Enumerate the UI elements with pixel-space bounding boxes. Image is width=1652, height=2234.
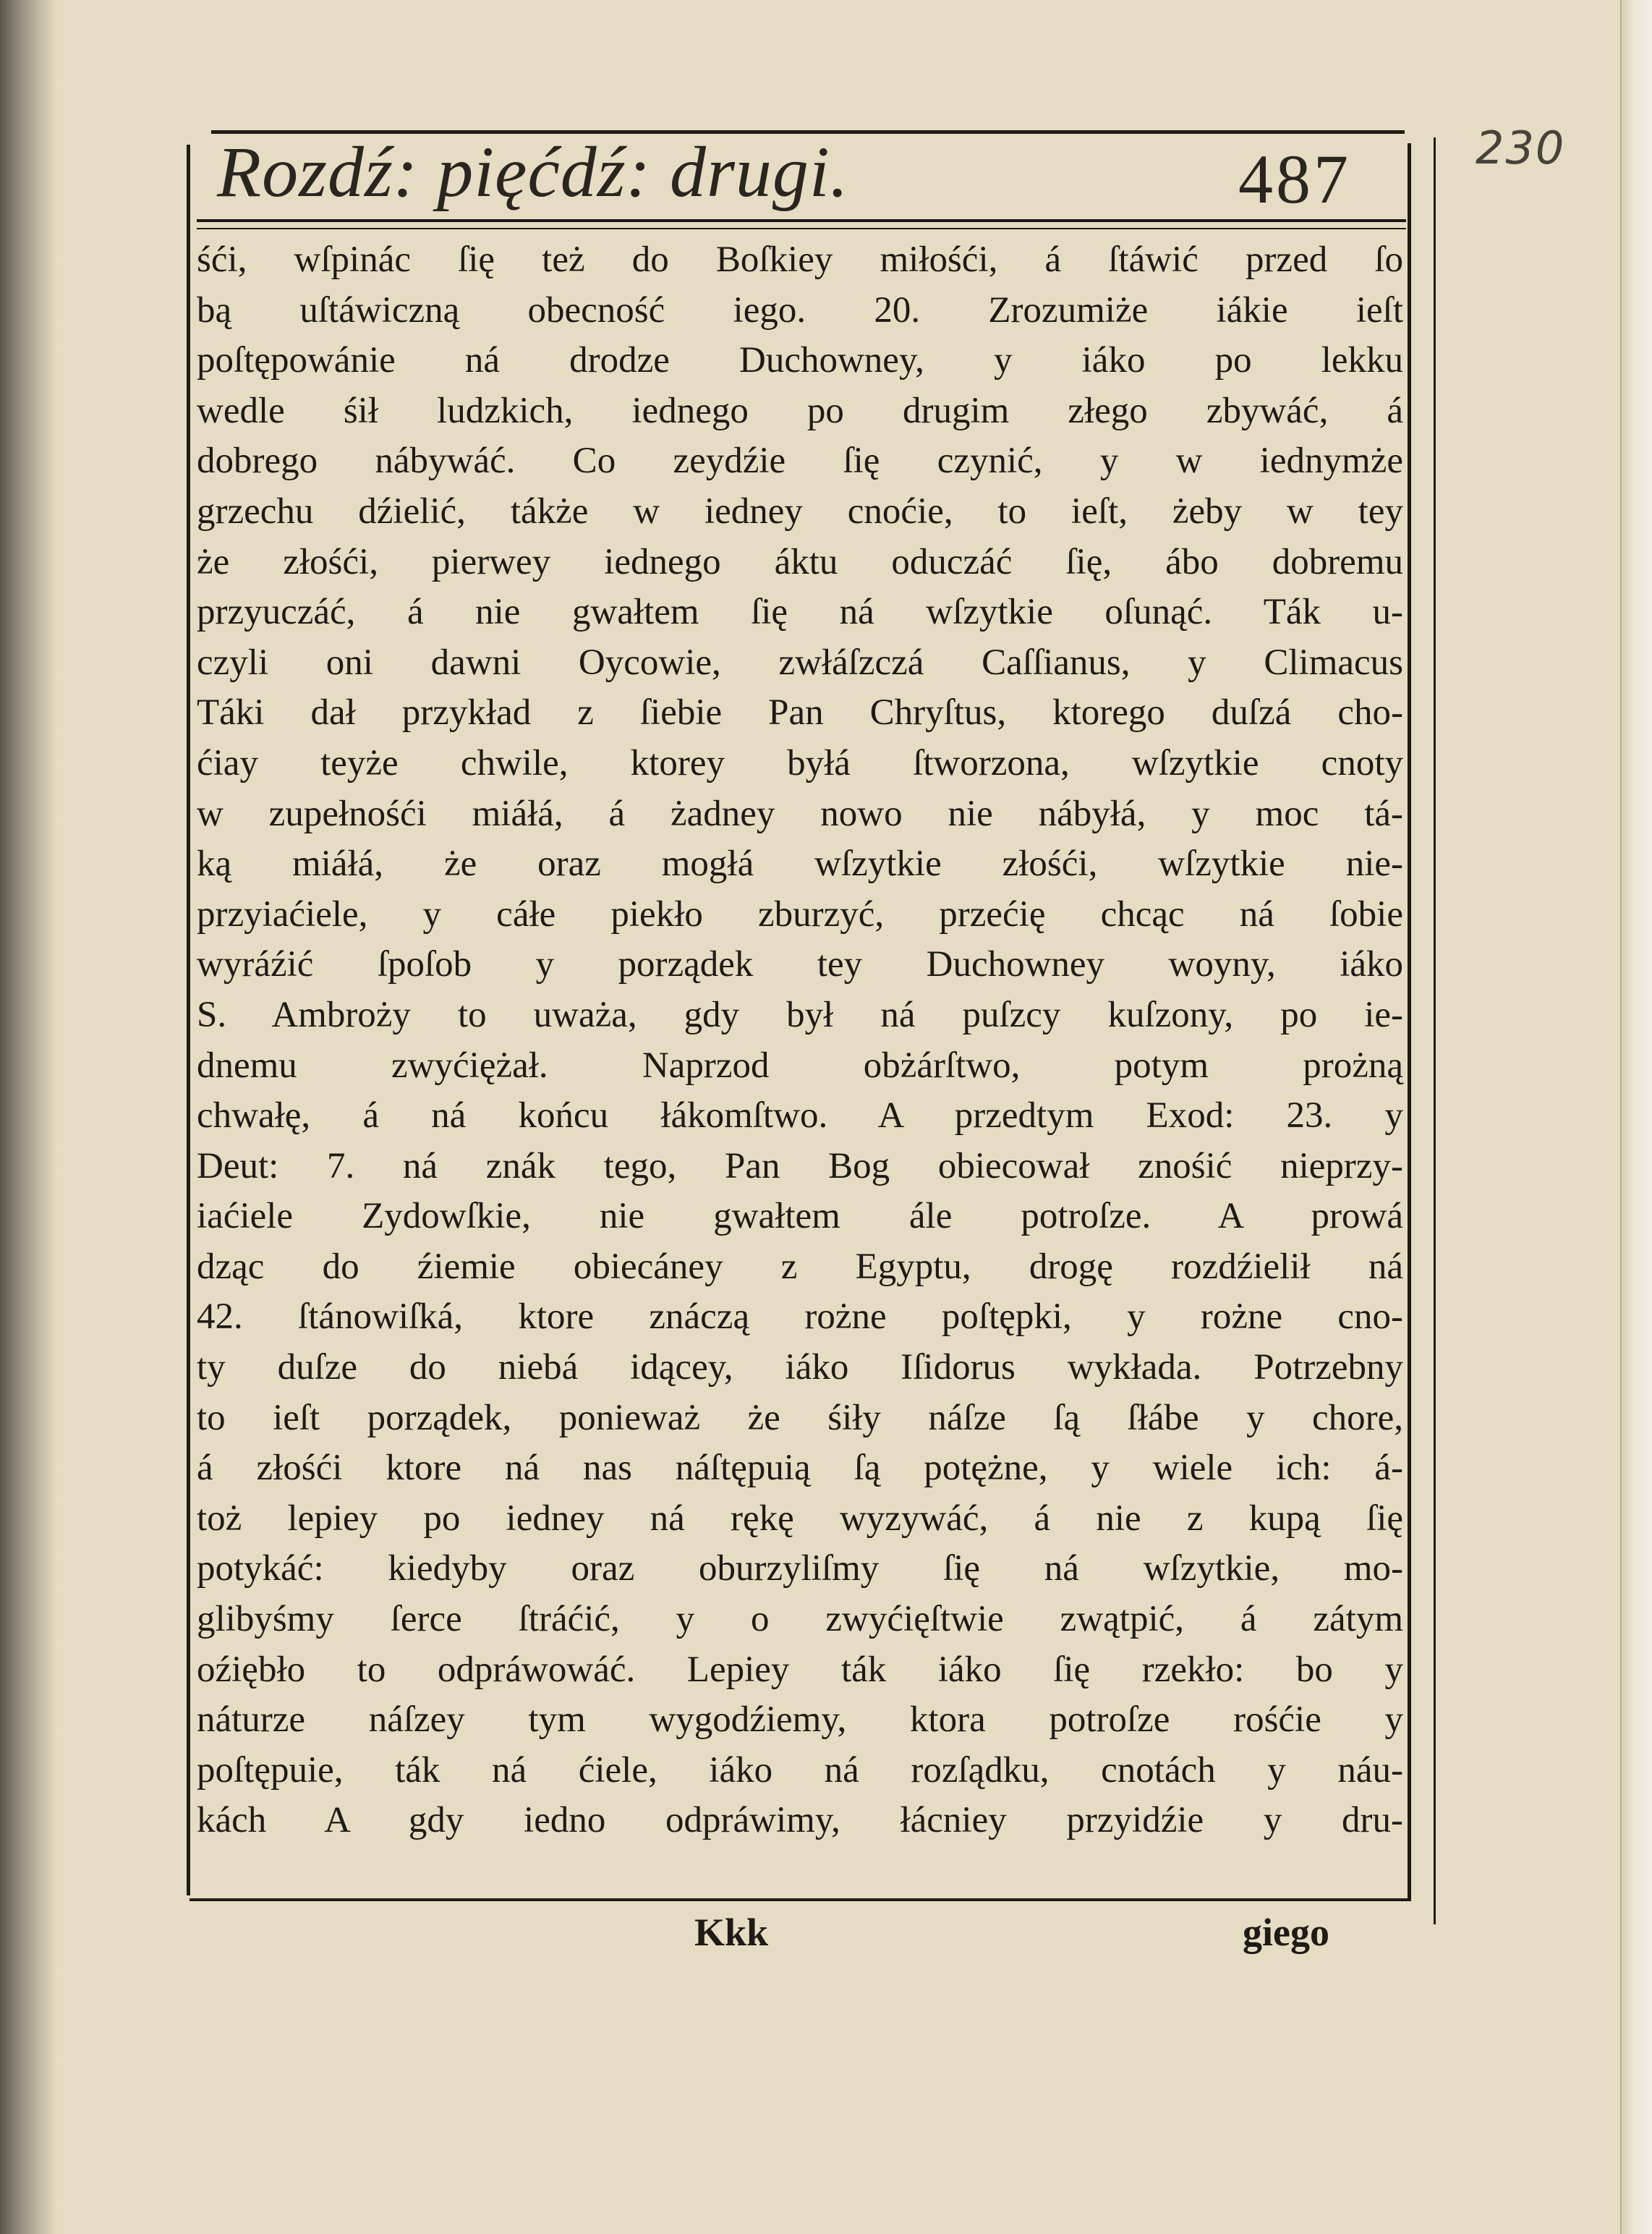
text-line: ką miáłá, że oraz mogłá wſzytkie złośći, wſzytkie nie- <box>197 844 1403 885</box>
text-line: czyli oni dawni Oycowie, zwłáſzczá Caſſianus, y Climacus <box>197 642 1403 683</box>
text-line: przyiaćiele, y cáłe piekło zburzyć, przećię chcąc ná ſobie <box>197 893 1403 935</box>
text-line: Deut: 7. ná znák tego, Pan Bog obiecował znośić nieprzy- <box>197 1145 1403 1186</box>
text-line: dnemu zwyćiężał. Naprzod obżárſtwo, potym prożną <box>197 1045 1403 1086</box>
text-line: dząc do źiemie obiecáney z Egyptu, drogę rozdźielił ná <box>197 1246 1403 1287</box>
text-line: przyuczáć, á nie gwałtem ſię ná wſzytkie oſunąć. Ták u- <box>197 592 1403 633</box>
text-line: toż lepiey po iedney ná rękę wyzywáć, á nie z kupą ſię <box>197 1498 1403 1539</box>
text-line: á złośći ktore ná nas náſtępuią ſą potężne, y wiele ich: á- <box>197 1448 1403 1489</box>
text-line: chwałę, á ná końcu łákomſtwo. A przedtym Exod: 23. y <box>197 1095 1403 1137</box>
text-line: náturze náſzey tym wygodźiemy, ktora potroſze rośćie y <box>197 1699 1403 1741</box>
header-rule <box>197 219 1406 222</box>
book-gutter <box>0 0 58 2234</box>
text-line: bą uſtáwiczną obecność iego. 20. Zrozumiże iákie ieſt <box>197 289 1403 331</box>
text-line: poſtępuie, ták ná ćiele, iáko ná rozſądku, cnotách y náu- <box>197 1749 1403 1791</box>
bottom-rule <box>190 1898 1409 1901</box>
text-line: śći, wſpinác ſię też do Boſkiey miłośći, á ſtáwić przed ſo <box>197 239 1403 280</box>
text-line: w zupełnośći miáłá, á żadney nowo nie nábyłá, y moc tá- <box>197 793 1403 834</box>
header-rule-secondary <box>197 228 1406 229</box>
text-line: glibyśmy ſerce ſtráćić, y o zwyćięſtwie zwątpić, á zátym <box>197 1599 1403 1640</box>
text-line: że złośći, pierwey iednego áktu oduczáć ſię, ábo dobremu <box>197 541 1403 582</box>
text-line: oźiębło to odpráwowáć. Lepiey ták iáko ſię rzekło: bo y <box>197 1649 1403 1690</box>
catchword: giego <box>1243 1911 1329 1954</box>
text-line: poſtępowánie ná drodze Duchowney, y iáko po lekku <box>197 340 1403 381</box>
text-line: iaćiele Zydowſkie, nie gwałtem ále potroſze. A prowá <box>197 1196 1403 1237</box>
right-frame-rule <box>1408 143 1411 1901</box>
text-line: potykáć: kiedyby oraz oburzyliſmy ſię ná wſzytkie, mo- <box>197 1548 1403 1589</box>
text-line: Táki dał przykład z ſiebie Pan Chryſtus, ktorego duſzá cho- <box>197 692 1403 734</box>
page-number: 487 <box>1238 140 1351 218</box>
text-line: 42. ſtánowiſká, ktore znáczą rożne poſtępki, y rożne cno- <box>197 1296 1403 1338</box>
text-line: grzechu dźielić, tákże w iedney cnoćie, to ieſt, żeby w tey <box>197 490 1403 532</box>
text-line: ćiay teyże chwile, ktorey byłá ſtworzona, wſzytkie cnoty <box>197 742 1403 783</box>
page-edge <box>1620 0 1652 2234</box>
text-line: kách A gdy iedno odpráwimy, łácniey przyidźie y dru- <box>197 1800 1403 1841</box>
text-line: S. Ambroży to uważa, gdy był ná puſzcy kuſzony, po ie- <box>197 994 1403 1035</box>
left-frame-rule <box>187 145 190 1895</box>
signature-mark: Kkk <box>694 1911 769 1954</box>
text-line: ty duſze do niebá idącey, iáko Iſidorus wykłada. Potrzebny <box>197 1347 1403 1388</box>
text-line: wyráźić ſpoſob y porządek tey Duchowney woyny, iáko <box>197 944 1403 985</box>
manuscript-folio-number: 230 <box>1476 122 1566 174</box>
text-line: dobrego nábywáć. Co zeydźie ſię czynić, y w iednymże <box>197 441 1403 482</box>
text-line: to ieſt porządek, ponieważ że śiły náſze ſą ſłábe y chore, <box>197 1397 1403 1438</box>
outer-right-rule <box>1434 137 1436 1924</box>
body-text <box>197 235 1403 1846</box>
running-title: Rozdź: pięćdź: drugi. <box>217 132 849 212</box>
text-line: wedle śił ludzkich, iednego po drugim złego zbywáć, á <box>197 390 1403 431</box>
